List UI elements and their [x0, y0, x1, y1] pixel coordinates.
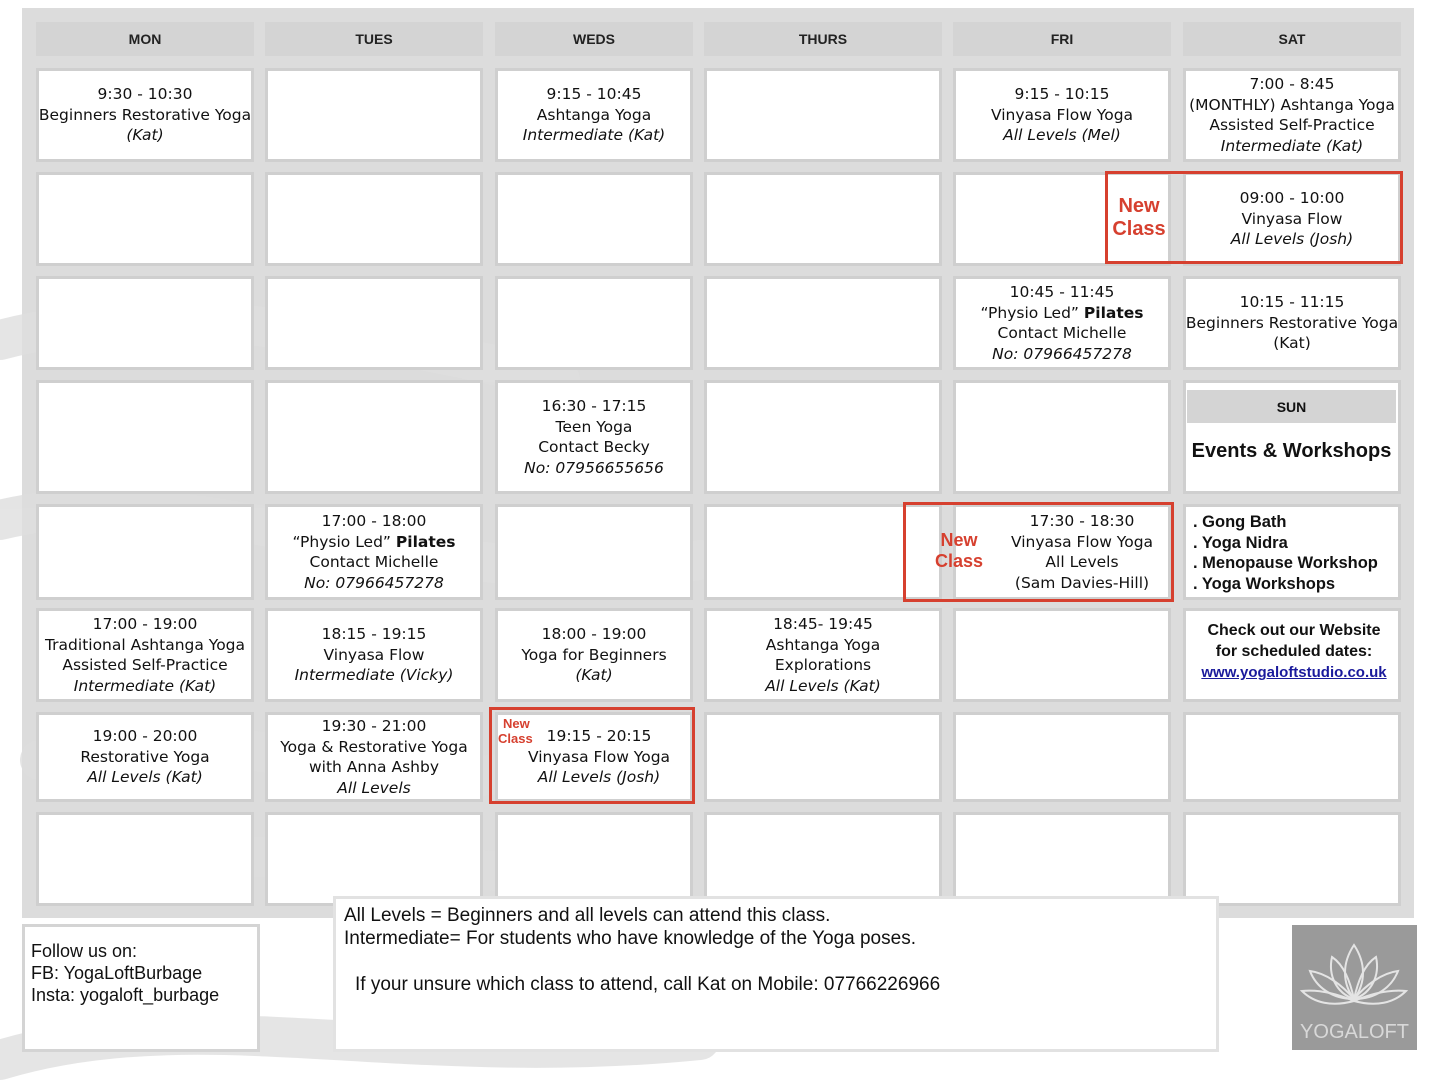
- class-level: Intermediate (Kat): [1220, 136, 1364, 155]
- empty-slot: [704, 712, 942, 802]
- class-slot-wed-r1: [495, 68, 693, 162]
- class-time: 17:00 - 19:00: [92, 615, 198, 633]
- class-name: Ashtanga Yoga: [765, 635, 881, 654]
- class-slot-sat-r3: [1183, 276, 1401, 370]
- empty-slot: [265, 68, 483, 162]
- class-name: Beginners Restorative Yoga: [38, 105, 252, 124]
- day-header-mon: MON: [36, 22, 254, 56]
- empty-slot: [36, 812, 254, 906]
- day-header-weds: WEDS: [495, 22, 693, 56]
- class-level: All Levels (Mel): [1003, 126, 1121, 145]
- legend-intermediate: Intermediate= For students who have knowledge of the Yoga poses.: [344, 928, 916, 949]
- class-name: Vinyasa Flow: [1241, 209, 1343, 228]
- event-item: . Yoga Nidra: [1193, 533, 1288, 552]
- empty-slot: [704, 276, 942, 370]
- class-teacher: (Kat): [1273, 334, 1311, 353]
- empty-slot: [704, 172, 942, 266]
- empty-slot: [265, 812, 483, 906]
- class-level: Intermediate (Kat): [73, 676, 217, 695]
- class-phone: No: 07966457278: [992, 344, 1132, 363]
- class-time: 19:00 - 20:00: [92, 727, 198, 746]
- class-time: 7:00 - 8:45: [1249, 75, 1335, 93]
- empty-slot: [704, 68, 942, 162]
- empty-slot: [265, 172, 483, 266]
- class-note: Explorations: [774, 656, 872, 674]
- website-text: for scheduled dates:: [1215, 643, 1373, 660]
- class-level: All Levels: [337, 778, 411, 797]
- empty-slot: [704, 812, 942, 906]
- class-slot-tue-r5: [265, 504, 483, 600]
- class-time: 17:30 - 18:30: [1029, 512, 1135, 530]
- class-slot-thu-r6: [704, 608, 942, 702]
- day-header-tues: TUES: [265, 22, 483, 56]
- class-time: 9:30 - 10:30: [97, 85, 193, 104]
- events-list: [1193, 512, 1378, 594]
- class-level: All Levels (Kat): [765, 676, 881, 695]
- new-class-label-wed: New Class: [498, 716, 533, 746]
- empty-slot: [36, 276, 254, 370]
- levels-legend: [333, 896, 1219, 1052]
- class-name: Yoga & Restorative Yoga: [280, 737, 468, 756]
- empty-slot: [953, 608, 1171, 702]
- day-header-sat: SAT: [1183, 22, 1401, 56]
- class-time: 10:45 - 11:45: [1009, 283, 1115, 301]
- empty-slot: [953, 812, 1171, 906]
- day-header-thurs: THURS: [704, 22, 942, 56]
- class-note: Assisted Self-Practice: [1209, 116, 1375, 134]
- class-time: 9:15 - 10:45: [546, 85, 642, 104]
- empty-slot: [36, 380, 254, 494]
- class-name: Vinyasa Flow Yoga: [1010, 532, 1154, 551]
- class-time: 16:30 - 17:15: [541, 397, 647, 415]
- yogaloft-logo: [1292, 925, 1417, 1050]
- day-header-sun: SUN: [1187, 390, 1396, 423]
- class-level: All Levels (Kat): [87, 768, 203, 787]
- class-level: All Levels (Josh): [1230, 230, 1354, 249]
- class-time: 18:15 - 19:15: [321, 625, 427, 644]
- events-workshops-title: Events & Workshops: [1191, 440, 1392, 462]
- empty-slot: [495, 504, 693, 600]
- empty-slot: [265, 276, 483, 370]
- class-slot-wed-r4: [495, 380, 693, 494]
- class-slot-tue-r6: [265, 608, 483, 702]
- class-time: 9:15 - 10:15: [1014, 85, 1110, 104]
- class-level: Intermediate (Vicky): [294, 666, 454, 685]
- class-slot-mon-r6: [36, 608, 254, 702]
- class-name: “Physio Led” Pilates: [292, 532, 456, 551]
- new-class-label-sat: New Class: [1112, 195, 1166, 240]
- legend-all-levels: All Levels = Beginners and all levels can attend this class.: [344, 905, 831, 926]
- new-class-label-fri: New Class: [934, 530, 984, 571]
- website-link[interactable]: www.yogaloftstudio.co.uk: [1201, 664, 1387, 681]
- class-slot-fri-r1: [953, 68, 1171, 162]
- class-name: Traditional Ashtanga Yoga: [44, 635, 246, 654]
- class-contact: Contact Michelle: [309, 553, 439, 571]
- class-name: Vinyasa Flow Yoga: [990, 105, 1134, 124]
- empty-slot: [36, 172, 254, 266]
- class-slot-wed-r6: [495, 608, 693, 702]
- empty-slot: [265, 380, 483, 494]
- empty-slot: [495, 172, 693, 266]
- website-text: Check out our Website: [1207, 622, 1381, 639]
- facebook-handle: FB: YogaLoftBurbage: [31, 963, 203, 983]
- empty-slot: [953, 380, 1171, 494]
- empty-slot: [36, 504, 254, 600]
- website-notice: [1187, 620, 1401, 683]
- class-teacher: with Anna Ashby: [308, 758, 439, 776]
- logo-wordmark: YOGALOFT: [1300, 1021, 1409, 1043]
- class-slot-mon-r1: [36, 68, 254, 162]
- event-item: . Gong Bath: [1193, 513, 1287, 531]
- class-slot-fri-r3: [953, 276, 1171, 370]
- class-name: (MONTHLY) Ashtanga Yoga: [1189, 95, 1395, 114]
- lotus-icon: [1292, 925, 1417, 1020]
- class-phone: No: 07966457278: [304, 573, 444, 592]
- legend-contact: If your unsure which class to attend, call Kat on Mobile: 07766226966: [355, 974, 941, 995]
- class-name: Ashtanga Yoga: [536, 105, 652, 124]
- class-phone: No: 07956655656: [524, 458, 664, 477]
- follow-heading: Follow us on:: [31, 941, 138, 961]
- empty-slot: [495, 812, 693, 906]
- class-name: Beginners Restorative Yoga: [1185, 313, 1399, 332]
- class-level: Intermediate (Kat): [522, 126, 666, 145]
- class-name: Vinyasa Flow Yoga: [527, 747, 671, 766]
- class-time: 10:15 - 11:15: [1239, 293, 1345, 312]
- class-level: (Kat): [126, 126, 164, 145]
- empty-slot: [704, 380, 942, 494]
- class-level: All Levels: [1045, 553, 1119, 571]
- class-time: 09:00 - 10:00: [1239, 189, 1345, 208]
- instagram-handle: Insta: yogaloft_burbage: [31, 985, 220, 1005]
- class-level: All Levels (Josh): [537, 768, 661, 787]
- empty-slot: [1183, 712, 1401, 802]
- class-time: 18:45- 19:45: [773, 615, 873, 633]
- class-teacher: (Sam Davies-Hill): [1014, 573, 1150, 592]
- class-time: 19:30 - 21:00: [321, 717, 427, 735]
- class-teacher: (Kat): [575, 666, 613, 685]
- class-time: 17:00 - 18:00: [321, 512, 427, 530]
- class-contact: Contact Becky: [538, 438, 650, 456]
- class-slot-mon-r7: [36, 712, 254, 802]
- class-note: Assisted Self-Practice: [62, 656, 228, 674]
- class-name: Vinyasa Flow: [323, 645, 425, 664]
- event-item: . Yoga Workshops: [1193, 574, 1336, 593]
- empty-slot: [1183, 812, 1401, 906]
- class-slot-tue-r7: [265, 712, 483, 802]
- social-follow-box: [22, 924, 260, 1052]
- empty-slot: [953, 712, 1171, 802]
- empty-slot: [495, 276, 693, 370]
- class-time: 18:00 - 19:00: [541, 625, 647, 644]
- class-contact: Contact Michelle: [997, 324, 1127, 342]
- event-item: . Menopause Workshop: [1193, 554, 1378, 572]
- class-name: Teen Yoga: [555, 417, 633, 436]
- class-name: Restorative Yoga: [80, 747, 210, 766]
- class-time: 19:15 - 20:15: [546, 727, 652, 746]
- class-name: Yoga for Beginners: [521, 645, 667, 664]
- class-name: “Physio Led” Pilates: [980, 303, 1144, 322]
- class-slot-sat-r1: [1183, 68, 1401, 162]
- day-header-fri: FRI: [953, 22, 1171, 56]
